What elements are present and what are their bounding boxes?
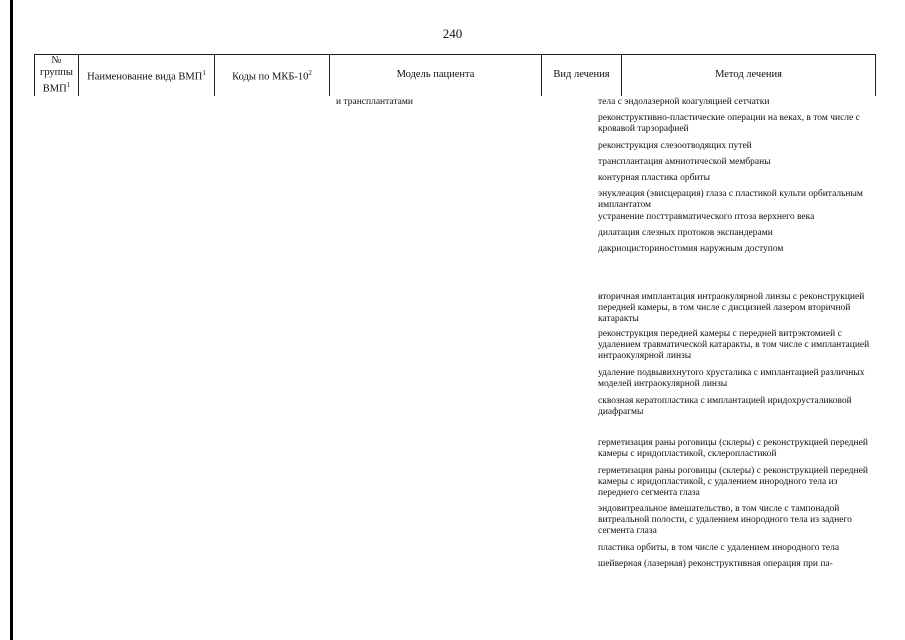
method-item: герметизация раны роговицы (склеры) с реконструкцией передней камеры с иридопластикой, с удалением инородного тела из переднего сегмента глаза — [598, 466, 868, 498]
method-item: сквозная кератопластика с имплантацией иридохрусталиковой диафрагмы — [598, 396, 852, 417]
header-vmp-name: Наименование вида ВМП$^1$ — [79, 55, 215, 96]
method-item: удаление подвывихнутого хрусталика с имплантацией различных моделей интраокулярной линзы — [598, 368, 865, 389]
method-item: эндовитреальное вмешательство, в том числе с тампонадой витреальной полости, с удалением инородного тела из заднего сегмента глаза — [598, 504, 852, 536]
header-mkb-codes: Коды по МКБ-$10^2$ — [215, 55, 330, 96]
method-item: устранение посттравматического птоза верхнего века — [598, 212, 815, 222]
method-item: дакриоцисториностомия наружным доступом — [598, 244, 784, 254]
header-treatment-method: Метод лечения — [622, 55, 876, 96]
method-item: тела с эндолазерной коагуляцией сетчатки — [598, 97, 770, 107]
method-item: герметизация раны роговицы (склеры) с реконструкцией передней камеры с иридопластикой, склеропластикой — [598, 438, 868, 459]
header-patient-model: Модель пациента — [330, 55, 542, 96]
method-item: энуклеация (эвисцерация) глаза с пластикой культи орбитальным имплантатом — [598, 189, 863, 210]
method-item: реконструкция передней камеры с передней витрэктомией с удалением травматической катаракты, в том числе с имплантацией интраокулярной линзы — [598, 329, 870, 361]
method-item: контурная пластика орбиты — [598, 173, 711, 183]
method-item: вторичная имплантация интраокулярной линзы с реконструкцией передней камеры, в том числе с дисцизией лазером вторичной катаракты — [598, 292, 865, 324]
method-item: трансплантация амниотической мембраны — [598, 157, 771, 167]
method-item: реконструкция слезоотводящих путей — [598, 141, 752, 151]
method-item: дилатация слезных протоков экспандерами — [598, 228, 773, 238]
method-item: шейверная (лазерная) реконструктивная операция при па- — [598, 559, 833, 569]
header-group-no: № группы ВМП$^1$ — [35, 55, 79, 96]
table-header — [34, 54, 876, 96]
patient-model-text: и трансплантатами — [336, 97, 413, 107]
method-item: реконструктивно-пластические операции на веках, в том числе с кровавой тарзорафией — [598, 113, 860, 134]
method-item: пластика орбиты, в том числе с удалением инородного тела — [598, 543, 840, 553]
page-number: 240 — [442, 26, 463, 41]
header-treatment-type: Вид лечения — [542, 55, 622, 96]
page-left-border — [10, 0, 13, 640]
